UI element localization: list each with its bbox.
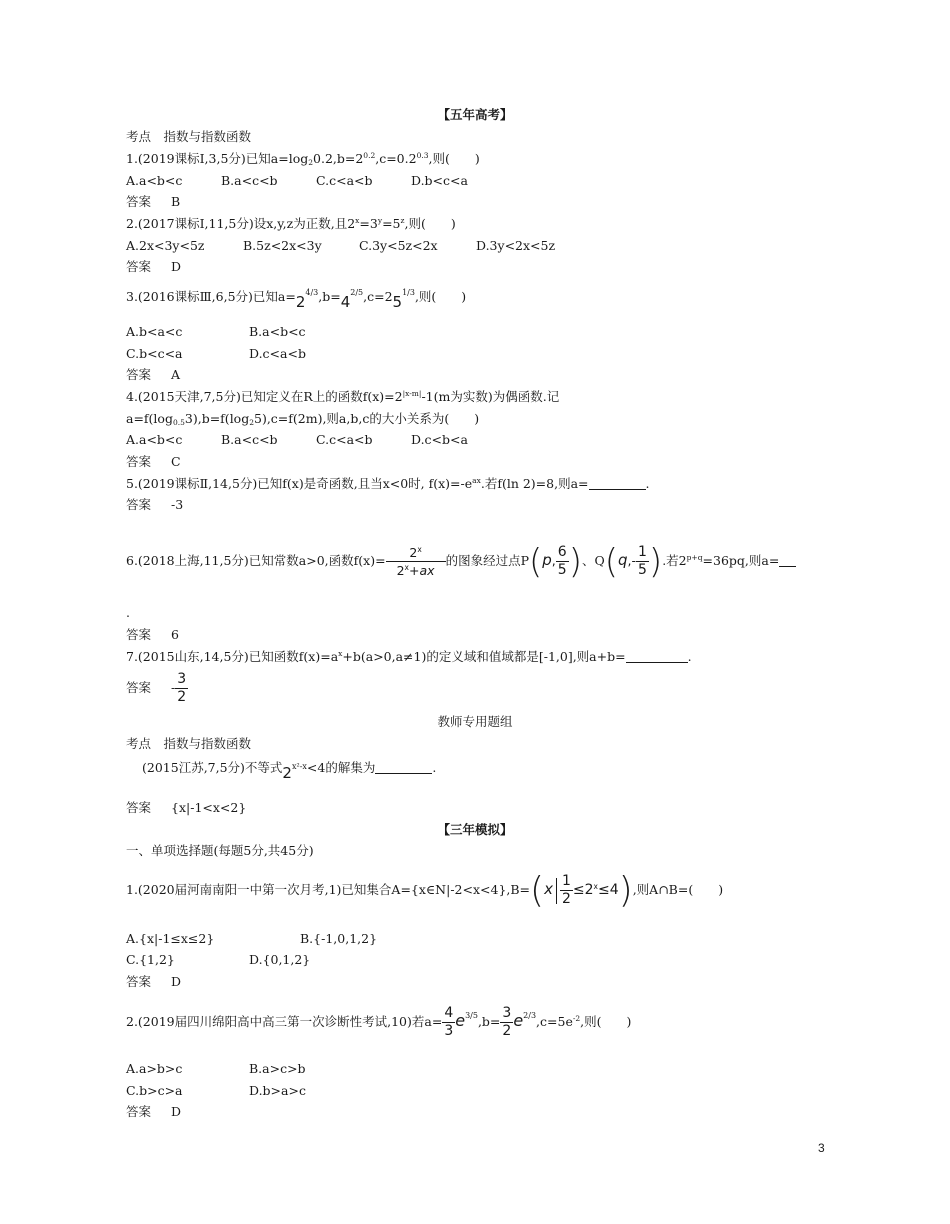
teacher-group-title: 教师专用题组 <box>437 714 513 729</box>
option-c: C.b>c>a <box>126 1083 183 1098</box>
option-d: D.c<a<b <box>249 346 306 361</box>
left-paren-icon: ( <box>528 541 543 582</box>
teacher-question-answer: 答案 {x|-1<x<2} <box>126 800 247 815</box>
option-b: B.a<c<b <box>221 432 278 447</box>
question-4-options <box>126 432 468 448</box>
question-7-stem: 7.(2015山东,14,5分)已知函数$f(x)=a^x+b(a>0,a\ne 1)$的定义域和值域都是[-1,0],则a+b= . <box>126 649 692 664</box>
topic-heading: 考点 指数与指数函数 <box>126 736 252 751</box>
question-2-stem: 2.(2017课标Ⅰ,11,5分)设x,y,z为正数,且$2^x=3^y=5^z$,则( ) <box>126 216 456 231</box>
question-7-answer: 答案 - $\frac{3}{2}$ <box>126 671 187 705</box>
question-4-answer: 答案 C <box>126 454 181 469</box>
mock-question-1-answer: 答案 D <box>126 974 182 989</box>
option-d: D.b>a>c <box>249 1083 306 1098</box>
option-b: B.{-1,0,1,2} <box>300 931 378 946</box>
question-1-answer: 答案 B <box>126 194 181 209</box>
option-d: D.3y<2x<5z <box>476 238 556 253</box>
option-b: B.a<c<b <box>221 173 278 188</box>
mock-question-2-options-row1 <box>126 1061 306 1077</box>
mock-question-2-answer: 答案 D <box>126 1104 182 1119</box>
option-b: B.a<b<c <box>249 324 306 339</box>
question-3-answer: 答案 A <box>126 367 181 382</box>
question-4-stem-line1: 4.(2015天津,7,5分)已知定义在R上的函数$f(x)=2^{|x-m|}-1(m$为实数)为偶函数.记 <box>126 389 560 404</box>
answer-blank <box>779 554 796 567</box>
right-brace-icon: ) <box>618 869 633 911</box>
question-1-stem: 1.(2019课标Ⅰ,3,5分)已知$a=\log_20.2,b=2^{0.2},c=0.2^{0.3}$,则( ) <box>126 151 480 167</box>
mock-question-1-stem: 1.(2020届河南南阳一中第一次月考,1)已知集合A={x∈N|-2<x<4},B=(x $\frac{1}{2}$ $\le 2^x\le 4$),则A∩B=( ) <box>126 869 724 911</box>
left-brace-icon: ( <box>530 869 545 911</box>
option-d: D.b<c<a <box>411 173 468 188</box>
mock-question-2-stem: 2.(2019届四川绵阳高中高三第一次诊断性考试,10)若a= $\frac{4}{3}$ $e^{3/5},b=$ $\frac{3}{2}$ $e^{2/3},c=5e^{-2}$,则( ) <box>126 1005 632 1039</box>
mock-question-1-options-row2 <box>126 952 310 968</box>
question-6-wrap: . <box>126 605 130 620</box>
fraction-f: $\frac{2^x}{2^x+ax}$ <box>386 544 446 579</box>
question-1-options <box>126 173 468 189</box>
option-d: D.{0,1,2} <box>249 952 311 967</box>
option-c: C.{1,2} <box>126 952 175 967</box>
question-5-answer: 答案 -3 <box>126 497 184 512</box>
option-c: C.c<a<b <box>316 432 373 447</box>
option-a: A.b<a<c <box>126 324 183 339</box>
mock-question-2-options-row2 <box>126 1083 306 1099</box>
question-5-stem: 5.(2019课标Ⅱ,14,5分)已知f(x)是奇函数,且当x<0时, $f(x)=-e^{ax}$.若f(ln 2)=8,则a= . <box>126 476 650 491</box>
option-a: A.2x<3y<5z <box>126 238 205 253</box>
question-6-stem: 6.(2018上海,11,5分)已知常数a>0,函数f(x)= $\frac{2^x}{2^x+ax}$ 的图象经过点P(p, $\frac{6}{5}$ )、Q(q,- $\frac{1}{5}$ ).若$2^{p+q}=36pq$,则a= <box>126 539 796 582</box>
question-4-stem-line2: $a=f(\log_{0.5}3),b=f(\log_25),c=f(2m)$,则a,b,c的大小关系为( ) <box>126 411 480 427</box>
option-a: A.{x|-1≤x≤2} <box>126 931 215 946</box>
option-a: A.a<b<c <box>126 173 183 188</box>
section-title-three-year: 【三年模拟】 <box>437 822 513 837</box>
mock-question-1-options-row1 <box>126 931 377 947</box>
option-d: D.c<b<a <box>411 432 468 447</box>
option-b: B.5z<2x<3y <box>243 238 322 253</box>
section-title-five-year: 【五年高考】 <box>437 107 513 122</box>
question-3-stem: 3.(2016课标Ⅲ,6,5分)已知$a=2^{4/3},b=4^{2/5},c=25^{1/3}$,则( ) <box>126 288 467 311</box>
option-c: C.3y<5z<2x <box>359 238 438 253</box>
section-subtitle: 一、单项选择题(每题5分,共45分) <box>126 843 314 858</box>
option-b: B.a>c>b <box>249 1061 306 1076</box>
answer-blank <box>589 477 646 490</box>
option-c: C.b<c<a <box>126 346 183 361</box>
answer-blank <box>626 650 688 663</box>
question-3-options-row1 <box>126 324 306 340</box>
teacher-question-stem: (2015江苏,7,5分)不等式$2^{x^2-x}<4$的解集为 . <box>142 760 437 782</box>
topic-heading: 考点 指数与指数函数 <box>126 129 252 144</box>
right-paren-icon: ) <box>648 541 663 582</box>
option-a: A.a>b>c <box>126 1061 183 1076</box>
question-6-answer: 答案 6 <box>126 627 179 642</box>
right-paren-icon: ) <box>568 541 582 582</box>
set-divider <box>556 878 557 904</box>
answer-blank <box>375 761 432 774</box>
option-c: C.c<a<b <box>316 173 373 188</box>
question-2-options <box>126 238 555 254</box>
question-3-options-row2 <box>126 346 306 362</box>
question-2-answer: 答案 D <box>126 259 182 274</box>
page-number: 3 <box>818 1141 825 1155</box>
left-paren-icon: ( <box>604 541 618 582</box>
option-a: A.a<b<c <box>126 432 183 447</box>
